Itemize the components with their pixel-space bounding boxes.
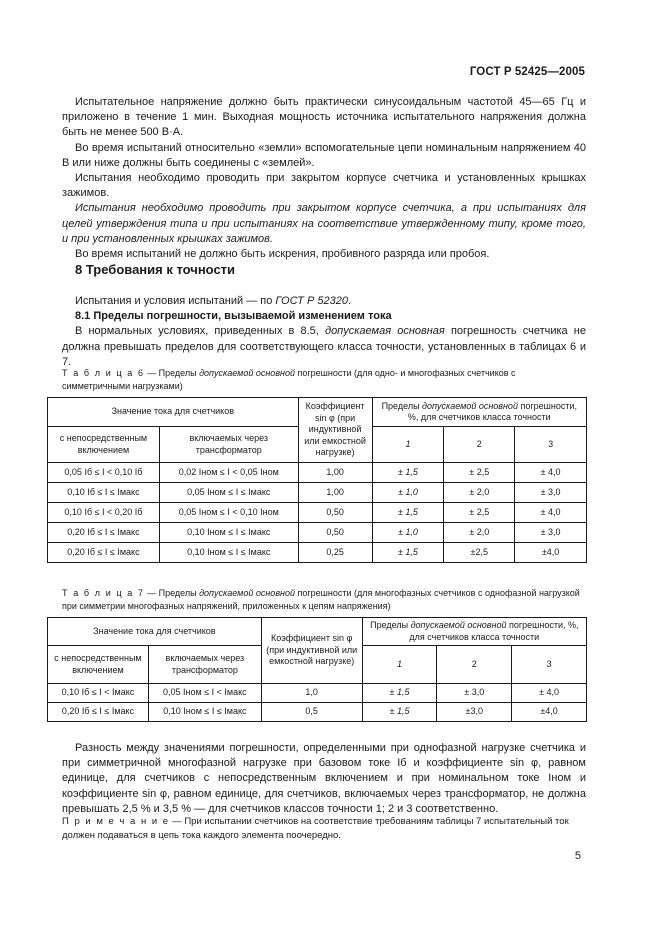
cell-class-2: ±3,0 (437, 703, 512, 722)
note-text: — При испытании счетчиков на соответствие требованиям таблицы 7 испытательный ток должен подаваться в цепь тока каждого элемента поочередно. (62, 816, 569, 841)
cell-class-3: ±4,0 (512, 703, 587, 722)
caption-part: — Пределы (144, 368, 200, 378)
header-limits (372, 398, 586, 427)
body-text-bottom (62, 741, 586, 817)
table-row (48, 523, 587, 543)
text-part: В нормальных условиях, приведенных в 8.5, (75, 325, 325, 338)
header-class-1: 1 (362, 646, 437, 684)
table-row (48, 483, 587, 503)
cell-direct: 0,20 Iб ≤ I ≤ Iмакс (48, 543, 160, 563)
cell-class-3: ± 4,0 (512, 684, 587, 703)
table7-label: Т а б л и ц а 7 (62, 588, 145, 598)
cell-sin: 1,00 (298, 463, 372, 483)
paragraph: Во время испытаний относительно «земли» вспомогательные цепи номинальным напряжением 40 В или ниже должны быть соединены с «землей». (62, 141, 586, 169)
table6 (47, 397, 587, 563)
header-limits-italic: допускаемой основной (422, 400, 518, 411)
cell-class-2: ± 2,0 (444, 483, 515, 503)
cell-sin: 1,00 (298, 483, 372, 503)
cell-transformer: 0,05 Iном ≤ I < Iмакс (148, 684, 261, 703)
table7 (47, 617, 587, 722)
section-heading: 8 Требования к точности (75, 262, 236, 277)
cell-class-1: ± 1,5 (362, 703, 437, 722)
header-class-2: 2 (437, 646, 512, 684)
cell-direct: 0,10 Iб ≤ I ≤ Iмакс (48, 483, 160, 503)
header-limits-part: Пределы (381, 400, 423, 411)
document-code: ГОСТ Р 52425—2005 (469, 66, 585, 78)
cell-class-1: ± 1,0 (372, 483, 444, 503)
header-limits (362, 618, 586, 646)
header-direct: с непосредственным включением (48, 427, 160, 463)
cell-class-2: ± 3,0 (437, 684, 512, 703)
cell-transformer: 0,05 Iном ≤ I ≤ Iмакс (159, 483, 298, 503)
table-row (48, 684, 587, 703)
paragraph (62, 294, 586, 309)
header-limits-part: Пределы (370, 620, 411, 630)
paragraph: Испытания необходимо проводить при закрытом корпусе счетчика и установленных крышках зажимов. (62, 172, 586, 200)
header-class-1: 1 (372, 427, 444, 463)
cell-transformer: 0,05 Iном ≤ I < 0,10 Iном (159, 503, 298, 523)
cell-sin: 1,0 (261, 684, 362, 703)
cell-transformer: 0,10 Iном ≤ I ≤ Iмакс (159, 523, 298, 543)
cell-direct: 0,20 Iб ≤ I ≤ Iмакс (48, 703, 149, 722)
paragraph: Разность между значениями погрешности, определенными при однофазной нагрузке счетчика и при симметричной многофазной нагрузке при базовом токе Iб и коэффициенте sin φ, равном единице, для счетчиков с непосредственным включением и при номинальном токе Iном и коэффициенте sin φ, равном единице, для счетчиков, включаемых через трансформатор, не должна превышать 2,5 % и 3,5 % — для счетчиков классов точности 1; 2 и 3 соответственно. (62, 742, 586, 815)
intro-prefix: Испытания и условия испытаний — по (75, 295, 276, 307)
paragraph-italic: Испытания необходимо проводить при закрытом корпусе счетчика, а при испытаниях для целей утверждения типа и при испытаниях на соответствие утвержденному типу, кроме того, и при установленных крышках зажимов. (62, 202, 586, 245)
caption-part: погрешности (для многофазных счетчиков с однофазной нагрузкой при симметрии многофазных напряжений, приложенных к цепям напряжения) (62, 588, 580, 611)
header-transformer: включаемых через трансформатор (148, 646, 261, 684)
cell-class-1: ± 1,5 (372, 503, 444, 523)
caption-part-italic: допускаемой основной (199, 368, 295, 378)
cell-class-2: ± 2,5 (444, 503, 515, 523)
cell-class-1: ± 1,5 (372, 543, 444, 563)
cell-direct: 0,20 Iб ≤ I ≤ Iмакс (48, 523, 160, 543)
cell-class-3: ±4,0 (515, 543, 587, 563)
intro-suffix: . (347, 295, 351, 307)
header-sin-phi: Коэффициент sin φ (при индуктивной или емкостной нагрузке) (261, 618, 362, 684)
section-8-text (62, 294, 586, 370)
cell-class-3: ± 4,0 (515, 503, 587, 523)
header-limits-part: погрешности, %, для счетчиков класса точности (409, 620, 579, 642)
cell-class-3: ± 4,0 (515, 463, 587, 483)
page-number: 5 (574, 850, 581, 862)
cell-sin: 0,50 (298, 523, 372, 543)
paragraph: Испытательное напряжение должно быть практически синусоидальным частотой 45—65 Гц и приложено в течение 1 мин. Выходная мощность источника испытательного напряжения должна быть не менее 500 В·А. (62, 96, 586, 139)
standard-reference: ГОСТ Р 52320 (275, 295, 348, 307)
cell-transformer: 0,10 Iном ≤ I ≤ Iмакс (148, 703, 261, 722)
table6-caption (62, 367, 586, 393)
caption-part: погрешности (для одно- и многофазных счетчиков с симметричными нагрузками) (62, 368, 516, 391)
cell-transformer: 0,02 Iном ≤ I < 0,05 Iном (159, 463, 298, 483)
table7-caption (62, 587, 586, 613)
header-class-3: 3 (512, 646, 587, 684)
header-current: Значение тока для счетчиков (48, 398, 299, 427)
table-row (48, 503, 587, 523)
table-row (48, 463, 587, 483)
cell-class-2: ± 2,5 (444, 463, 515, 483)
cell-sin: 0,5 (261, 703, 362, 722)
header-limits-italic: допускаемой основной (410, 620, 507, 630)
text-part-italic: допускаемая основная (324, 325, 445, 338)
cell-direct: 0,05 Iб ≤ I < 0,10 Iб (48, 463, 160, 483)
cell-direct: 0,10 Iб ≤ I < 0,20 Iб (48, 503, 160, 523)
cell-transformer: 0,10 Iном ≤ I ≤ Iмакс (159, 543, 298, 563)
cell-class-1: ± 1,5 (362, 684, 437, 703)
table6-label: Т а б л и ц а 6 (62, 368, 145, 378)
header-class-3: 3 (515, 427, 587, 463)
caption-part: — Пределы (144, 588, 200, 598)
caption-part-italic: допускаемой основной (199, 588, 295, 598)
table-row (48, 543, 587, 563)
header-class-2: 2 (444, 427, 515, 463)
text-part: погрешность счетчика не должна превышать пределов для соответствующего класса точности, установленных в таблицах 6 и 7. (62, 325, 586, 368)
paragraph: Во время испытаний не должно быть искрения, пробивного разряда или пробоя. (75, 248, 490, 261)
cell-direct: 0,10 Iб ≤ I < Iмакс (48, 684, 149, 703)
note-label: П р и м е ч а н и е (62, 816, 170, 827)
cell-class-2: ±2,5 (444, 543, 515, 563)
header-sin-phi: Коэффициент sin φ (при индуктивной или емкостной нагрузке) (298, 398, 372, 463)
cell-class-1: ± 1,0 (372, 523, 444, 543)
cell-class-3: ± 3,0 (515, 523, 587, 543)
note (62, 815, 586, 843)
cell-class-3: ± 3,0 (515, 483, 587, 503)
table-row (48, 703, 587, 722)
cell-class-2: ± 2,0 (444, 523, 515, 543)
header-direct: с непосредственным включением (48, 646, 149, 684)
paragraph (62, 324, 586, 370)
header-transformer: включаемых через трансформатор (159, 427, 298, 463)
body-text-top (62, 95, 586, 262)
cell-class-1: ± 1,5 (372, 463, 444, 483)
header-limits-part: погрешности, %, для счетчиков класса точности (407, 400, 577, 422)
header-current: Значение тока для счетчиков (48, 618, 262, 646)
cell-sin: 0,50 (298, 503, 372, 523)
subsection-heading: 8.1 Пределы погрешности, вызываемой изменением тока (75, 310, 392, 323)
cell-sin: 0,25 (298, 543, 372, 563)
